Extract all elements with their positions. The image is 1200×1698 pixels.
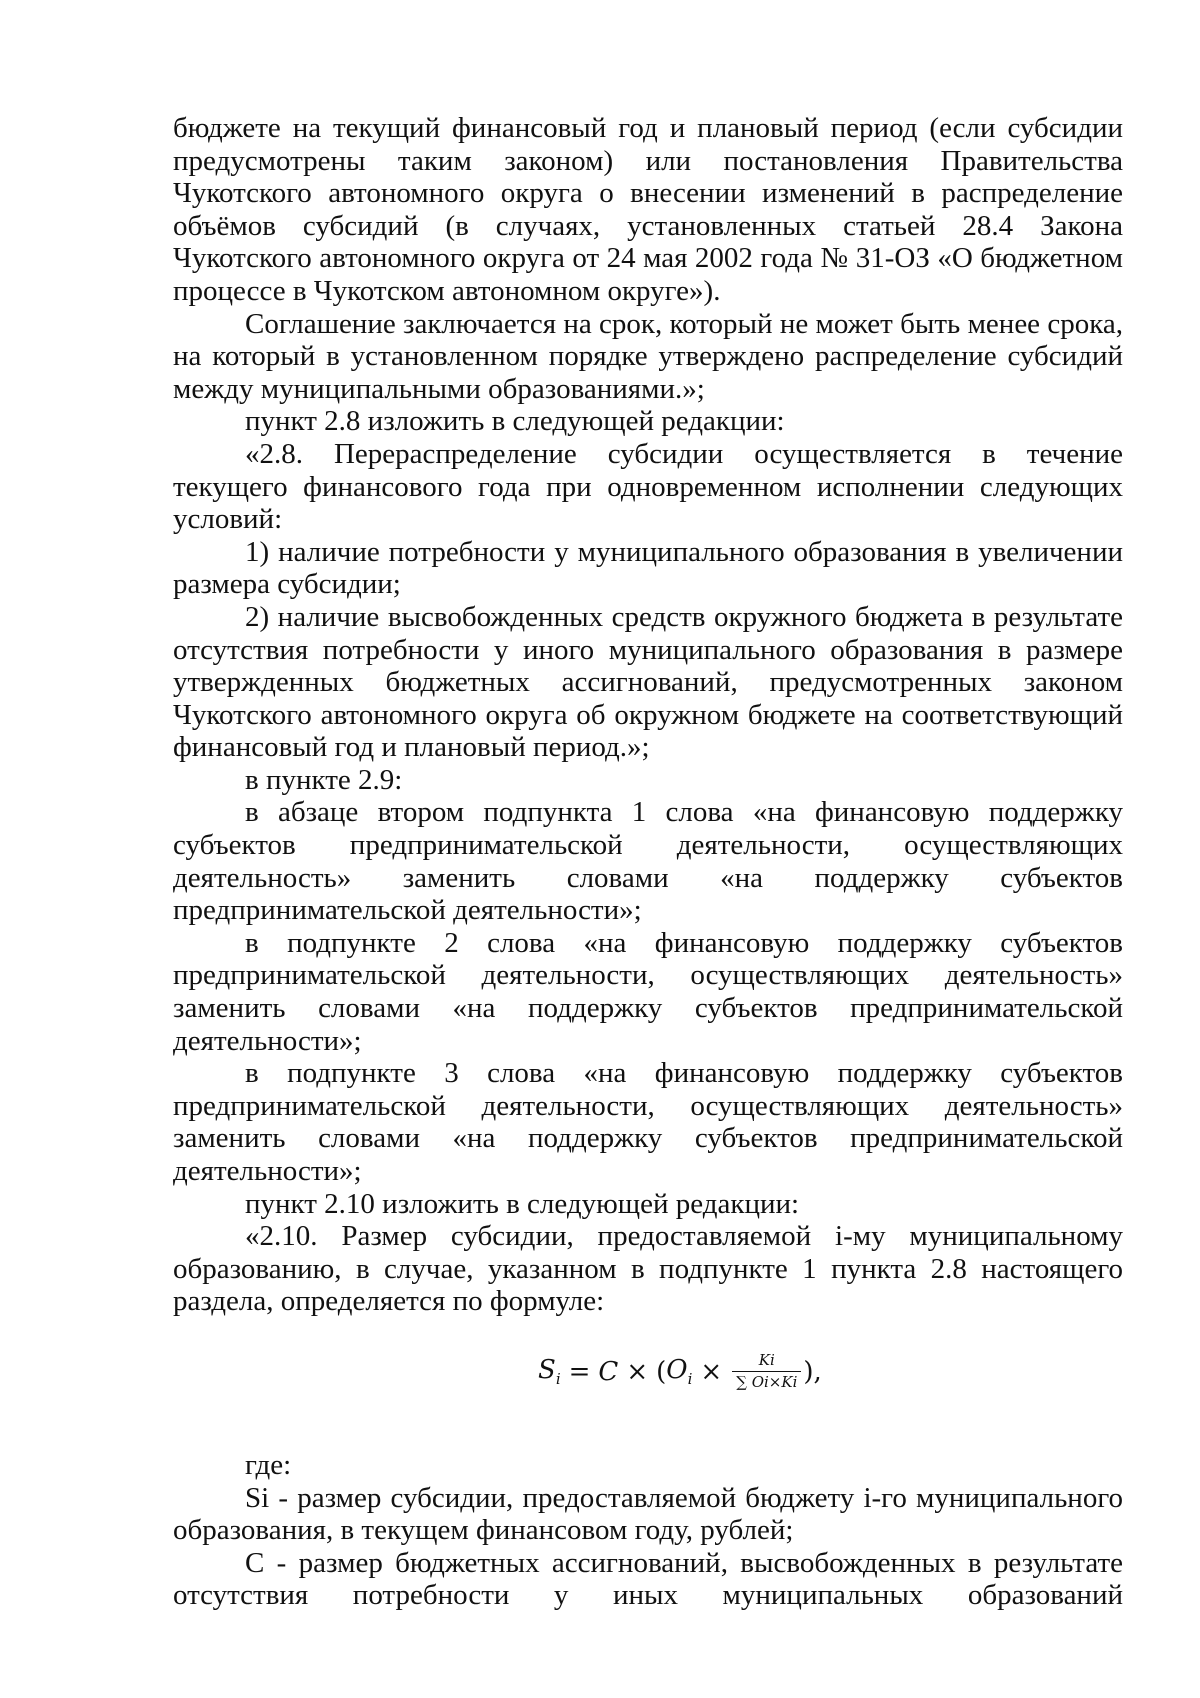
subsidy-formula	[538, 1352, 822, 1392]
paragraph-point-2-8: «2.8. Перераспределение субсидии осуществляется в течение текущего финансового года при одновременном исполнении следующих условий:	[173, 437, 1123, 536]
fraction-denominator: ∑ Oi×Ki	[732, 1371, 801, 1391]
formula-equals: =	[568, 1356, 591, 1387]
paragraph-where: где:	[245, 1448, 292, 1481]
paragraph-condition-2: 2) наличие высвобожденных средств окружного бюджета в результате отсутствия потребности у иного муниципального образования в размере утвержденных бюджетных ассигнований, предусмотренных законом Чукотского автономного округа об окружном бюджете на соответствующий финансовый год и плановый период.»;	[173, 600, 1123, 764]
paragraph-subpoint-2-amendment: в подпункте 2 слова «на финансовую поддержку субъектов предпринимательской деятельности, осуществляющих деятельность» заменить словами «на поддержку субъектов предпринимательской деятельности»;	[173, 926, 1123, 1057]
formula-times-2: ×	[700, 1356, 723, 1387]
document-page	[173, 112, 1123, 1612]
paragraph-point-2-8-intro: пункт 2.8 изложить в следующей редакции:	[245, 405, 785, 438]
paragraph-point-2-10: «2.10. Размер субсидии, предоставляемой i-му муниципальному образованию, в случае, указанном в подпункте 1 пункта 2.8 настоящего раздела, определяется по формуле:	[173, 1220, 1123, 1318]
formula-c: C	[598, 1356, 619, 1387]
paragraph-agreement-term: Соглашение заключается на срок, который не может быть менее срока, на который в установленном порядке утверждено распределение субсидий между муниципальными образованиями.»;	[173, 307, 1123, 405]
formula-fraction	[732, 1352, 801, 1392]
formula-times-1: ×	[626, 1356, 649, 1387]
paragraph-point-2-9-intro: в пункте 2.9:	[245, 763, 403, 796]
paragraph-c-definition: С - размер бюджетных ассигнований, высвобожденных в результате отсутствия потребности у иных муниципальных образований	[173, 1546, 1123, 1612]
formula-o: $O_i$	[666, 1354, 693, 1388]
paragraph-budget-law-reference: бюджете на текущий финансовый год и плановый период (если субсидии предусмотрены таким законом) или постановления Правительства Чукотского автономного округа о внесении изменений в распределение объёмов субсидий (в случаях, установленных статьей 28.4 Закона Чукотского автономного округа от 24 мая 2002 года № 31-ОЗ «О бюджетном процессе в Чукотском автономном округе»).	[173, 112, 1123, 307]
formula-block	[173, 1318, 1123, 1449]
paragraph-condition-1: 1) наличие потребности у муниципального образования в увеличении размера субсидии;	[173, 535, 1123, 601]
paragraph-si-definition: Si - размер субсидии, предоставляемой бюджету i-го муниципального образования, в текущем финансовом году, рублей;	[173, 1481, 1123, 1547]
formula-lhs: $S_i$	[538, 1354, 561, 1388]
fraction-numerator: Ki	[758, 1350, 775, 1369]
formula-open-paren: (	[656, 1356, 667, 1387]
paragraph-point-2-10-intro: пункт 2.10 изложить в следующей редакции:	[245, 1187, 800, 1220]
paragraph-subpoint-1-amendment: в абзаце втором подпункта 1 слова «на финансовую поддержку субъектов предпринимательской деятельности, осуществляющих деятельность» заменить словами «на поддержку субъектов предпринимательской деятельности»;	[173, 796, 1123, 927]
formula-close-paren: ),	[803, 1356, 822, 1387]
paragraph-subpoint-3-amendment: в подпункте 3 слова «на финансовую поддержку субъектов предпринимательской деятельности, осуществляющих деятельность» заменить словами «на поддержку субъектов предпринимательской деятельности»;	[173, 1057, 1123, 1187]
